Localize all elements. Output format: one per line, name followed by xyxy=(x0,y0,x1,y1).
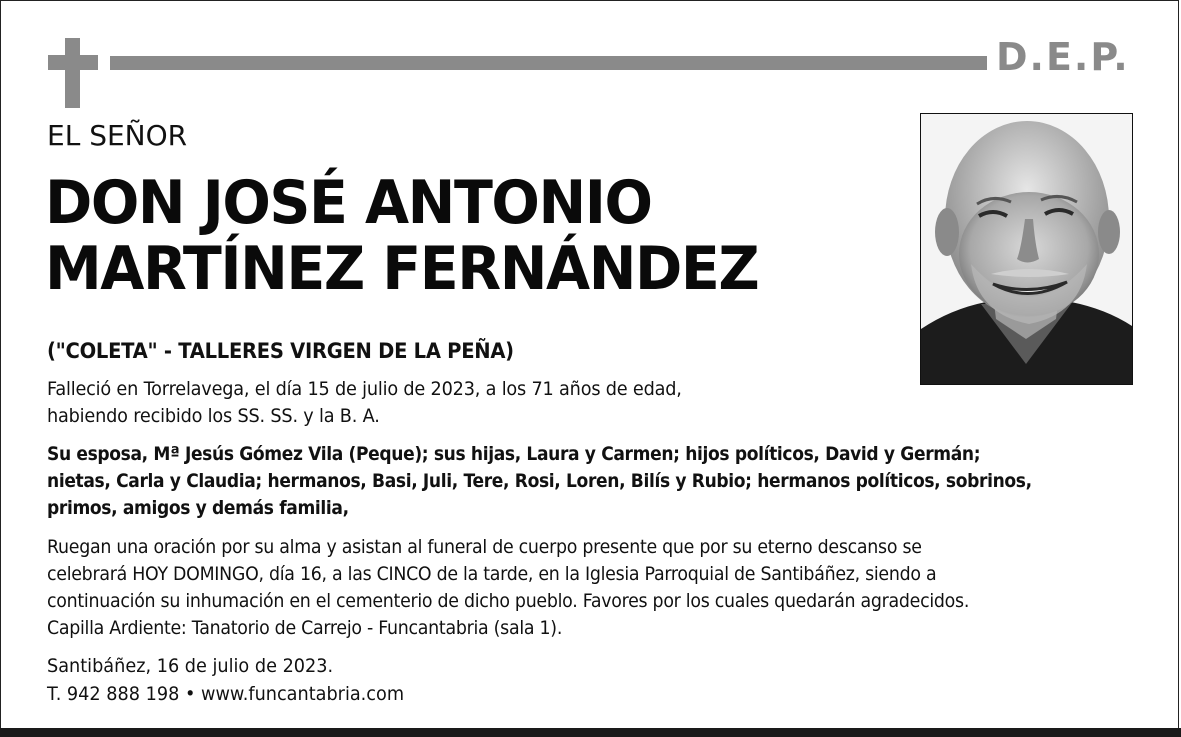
deceased-name xyxy=(45,170,758,302)
death-notice-line2: habiendo recibido los SS. SS. y la B. A. xyxy=(47,405,380,427)
contact-info: T. 942 888 198 • www.funcantabria.com xyxy=(47,683,405,705)
death-notice-line1: Falleció en Torrelavega, el día 15 de julio de 2023, a los 71 años de edad, xyxy=(47,378,682,400)
dep-label: D.E.P. xyxy=(996,35,1130,79)
funeral-details-line2: celebrará HOY DOMINGO, día 16, a las CINCO de la tarde, en la Iglesia Parroquial de Santibáñez, siendo a xyxy=(47,563,937,585)
portrait-photo xyxy=(920,113,1133,385)
family-list-line2: nietas, Carla y Claudia; hermanos, Basi, Juli, Tere, Rosi, Loren, Bilís y Rubio; hermanos políticos, sobrinos, xyxy=(47,470,1032,492)
family-list xyxy=(47,441,1046,522)
family-list-line3: primos, amigos y demás familia, xyxy=(47,497,349,519)
family-list-line1: Su esposa, Mª Jesús Gómez Vila (Peque); sus hijas, Laura y Carmen; hijos políticos, David y Germán; xyxy=(47,443,981,465)
header-rule xyxy=(110,56,987,70)
deceased-nickname: ("COLETA" - TALLERES VIRGEN DE LA PEÑA) xyxy=(47,339,514,363)
funeral-details-line1: Ruegan una oración por su alma y asistan al funeral de cuerpo presente que por su eterno descanso se xyxy=(47,536,922,558)
place-date: Santibáñez, 16 de julio de 2023. xyxy=(47,655,334,677)
deceased-title: EL SEÑOR xyxy=(47,119,188,152)
bottom-border xyxy=(0,728,1181,737)
deceased-name-line1: DON JOSÉ ANTONIO xyxy=(45,168,652,238)
funeral-details-line3: continuación su inhumación en el cementerio de dicho pueblo. Favores por los cuales quedarán agradecidos. xyxy=(47,590,970,612)
funeral-details xyxy=(47,534,969,642)
funeral-details-line4: Capilla Ardiente: Tanatorio de Carrejo - Funcantabria (sala 1). xyxy=(47,617,563,639)
death-notice xyxy=(47,376,682,430)
deceased-name-line2: MARTÍNEZ FERNÁNDEZ xyxy=(45,234,759,304)
